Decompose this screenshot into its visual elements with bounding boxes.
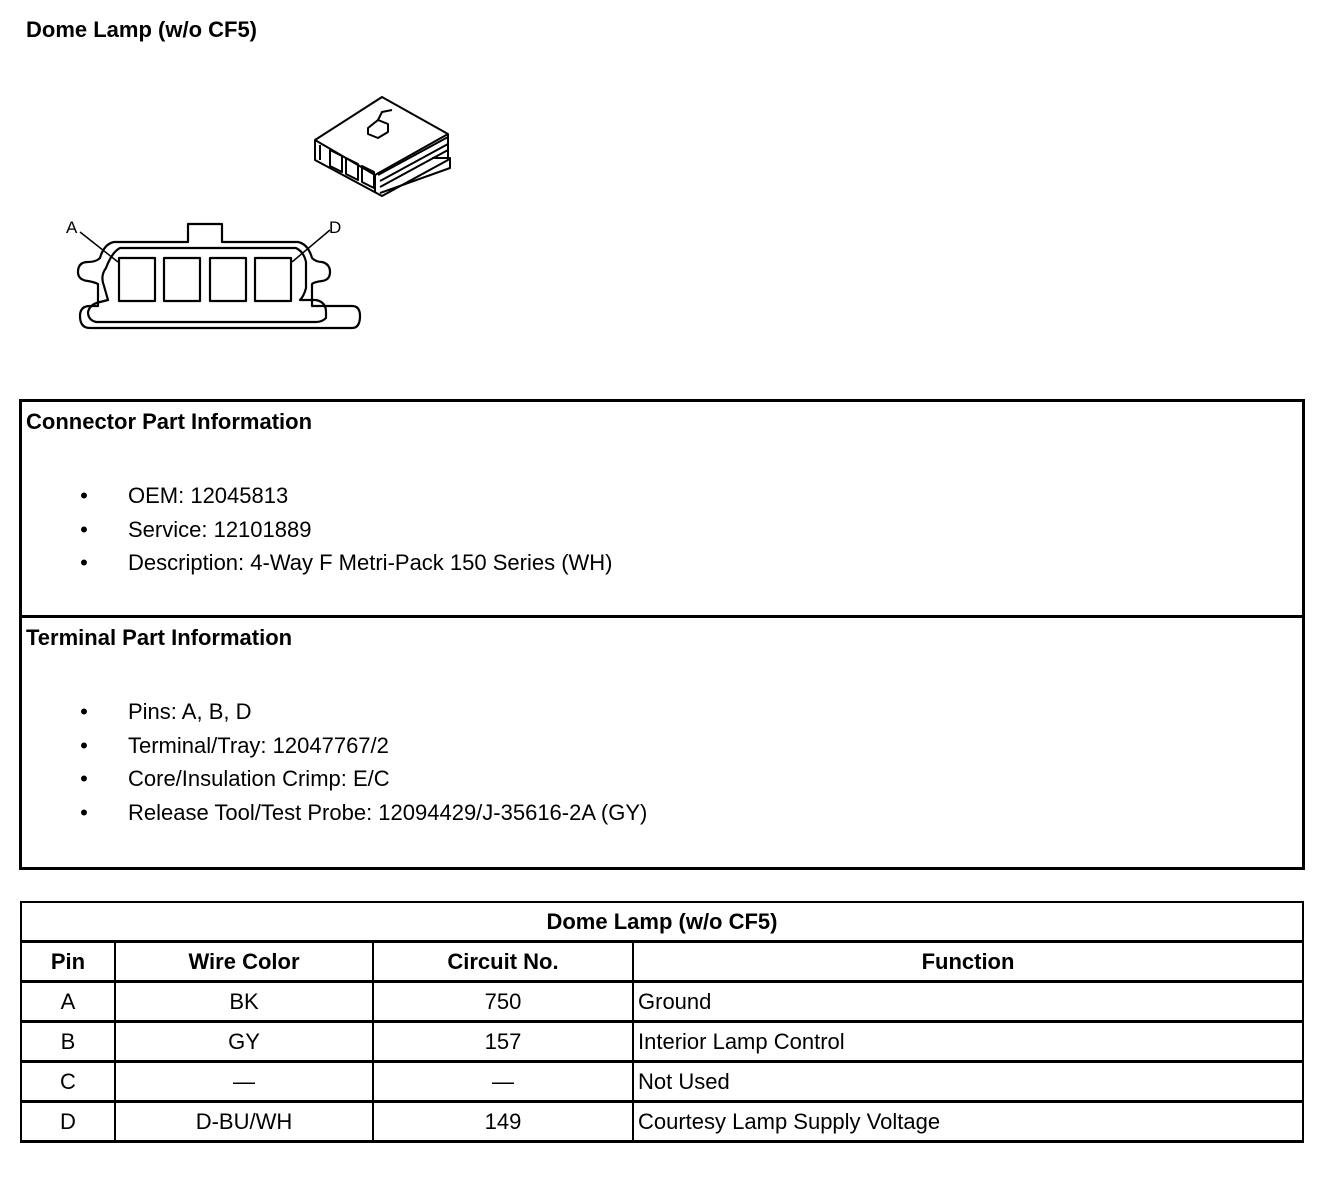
bullet: •: [80, 699, 88, 724]
bullet: •: [80, 516, 88, 542]
connector-oem: OEM: 12045813: [128, 483, 289, 508]
header-circuit-no: Circuit No.: [373, 942, 633, 982]
cell-pin: A: [21, 982, 115, 1022]
bullet: •: [80, 483, 88, 508]
cell-circuit-no: 149: [373, 1102, 633, 1142]
cell-circuit-no: —: [373, 1062, 633, 1102]
cell-pin: B: [21, 1022, 115, 1062]
cell-function: Interior Lamp Control: [633, 1022, 1303, 1062]
bullet: •: [80, 799, 88, 825]
list-item: [78, 513, 613, 547]
table-row: [21, 982, 1303, 1022]
terminal-part-information: [22, 618, 1302, 867]
cell-function: Not Used: [633, 1062, 1303, 1102]
list-item: [78, 546, 613, 580]
part-information-box: [19, 399, 1305, 870]
connector-part-information: [22, 402, 1302, 618]
connector-face-view: [78, 224, 360, 328]
terminal-crimp: Core/Insulation Crimp: E/C: [128, 766, 390, 791]
list-item: [78, 796, 647, 830]
connector-info-list: [78, 479, 613, 580]
terminal-release-tool: Release Tool/Test Probe: 12094429/J-35616-2A (GY): [128, 799, 648, 825]
cell-circuit-no: 750: [373, 982, 633, 1022]
table-title: Dome Lamp (w/o CF5): [21, 902, 1303, 942]
bullet: •: [80, 732, 88, 758]
list-item: [78, 762, 647, 796]
cell-function: Courtesy Lamp Supply Voltage: [633, 1102, 1303, 1142]
cell-pin: C: [21, 1062, 115, 1102]
connector-description: Description: 4-Way F Metri-Pack 150 Series (WH): [128, 550, 613, 575]
terminal-info-heading: Terminal Part Information: [26, 625, 293, 650]
page-title: Dome Lamp (w/o CF5): [26, 17, 258, 42]
bullet: •: [80, 550, 88, 575]
cell-circuit-no: 157: [373, 1022, 633, 1062]
table-title-row: [21, 902, 1303, 942]
cell-pin: D: [21, 1102, 115, 1142]
bullet: •: [80, 766, 88, 791]
header-wire-color: Wire Color: [115, 942, 373, 982]
terminal-info-list: [78, 695, 647, 829]
list-item: [78, 729, 647, 763]
header-pin: Pin: [21, 942, 115, 982]
header-function: Function: [633, 942, 1303, 982]
cell-wire-color: —: [115, 1062, 373, 1102]
table-row: [21, 1062, 1303, 1102]
table-row: [21, 1102, 1303, 1142]
table-header-row: [21, 942, 1303, 982]
terminal-tray: Terminal/Tray: 12047767/2: [128, 732, 389, 758]
connector-3d-illustration: [315, 97, 450, 196]
cell-wire-color: BK: [115, 982, 373, 1022]
table-row: [21, 1022, 1303, 1062]
cell-wire-color: GY: [115, 1022, 373, 1062]
connector-info-heading: Connector Part Information: [26, 409, 313, 434]
list-item: [78, 695, 647, 729]
list-item: [78, 479, 613, 513]
pin-label-a: A: [66, 218, 78, 237]
connector-service: Service: 12101889: [128, 516, 312, 542]
cell-wire-color: D-BU/WH: [115, 1102, 373, 1142]
connector-diagram: [0, 0, 1344, 380]
pin-label-d: D: [329, 218, 342, 237]
terminal-pins: Pins: A, B, D: [128, 699, 252, 724]
pin-table: [20, 901, 1304, 1143]
cell-function: Ground: [633, 982, 1303, 1022]
